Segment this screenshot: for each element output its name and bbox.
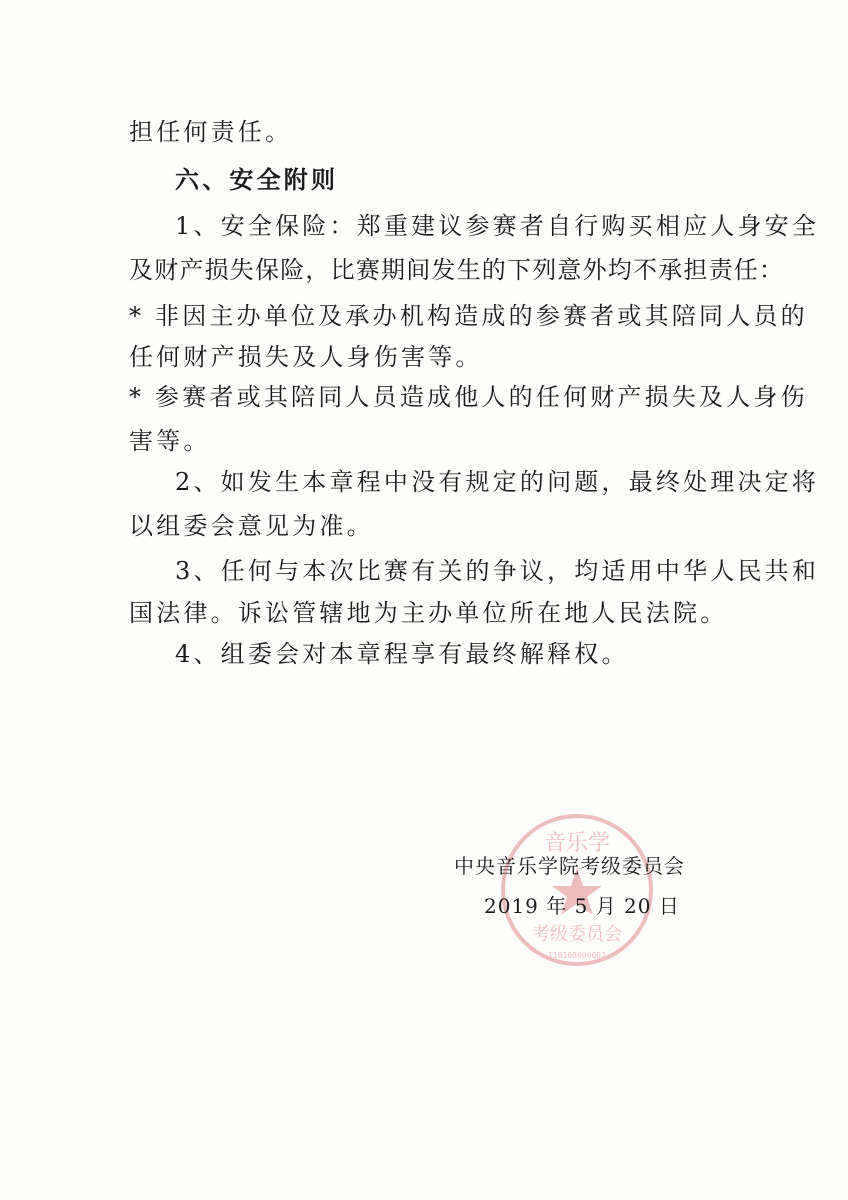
seal-bottom-text: 考级委员会: [532, 924, 622, 945]
section-heading: 六、安全附则: [175, 165, 339, 194]
bullet-1-line-2: 任何财产损失及人身伤害等。: [129, 343, 483, 371]
seal-code-text: 110108000002: [548, 951, 606, 960]
bullet-2-line-2: 害等。: [129, 427, 211, 455]
item-3-line-1: 3、任何与本次比赛有关的争议，均适用中华人民共和: [175, 557, 820, 585]
item-1-line-1: 1、安全保险：郑重建议参赛者自行购买相应人身安全: [175, 212, 820, 240]
item-2-line-1: 2、如发生本章程中没有规定的问题，最终处理决定将: [175, 468, 820, 496]
item-1-line-2: 及财产损失保险，比赛期间发生的下列意外均不承担责任：: [129, 256, 785, 284]
item-4-line-1: 4、组委会对本章程享有最终解释权。: [175, 640, 629, 668]
item-3-line-2: 国法律。诉讼管辖地为主办单位所在地人民法院。: [129, 599, 728, 627]
seal-top-text: 音乐学: [543, 831, 611, 856]
signature-date: 2019 年 5 月 20 日: [484, 894, 680, 918]
bullet-1-line-1: * 非因主办单位及承办机构造成的参赛者或其陪同人员的: [129, 302, 808, 330]
signature-organization: 中央音乐学院考级委员会: [454, 854, 685, 878]
item-2-line-2: 以组委会意见为准。: [129, 512, 374, 540]
paragraph-line: 担任何责任。: [129, 118, 293, 146]
bullet-2-line-1: * 参赛者或其陪同人员造成他人的任何财产损失及人身伤: [129, 383, 808, 411]
